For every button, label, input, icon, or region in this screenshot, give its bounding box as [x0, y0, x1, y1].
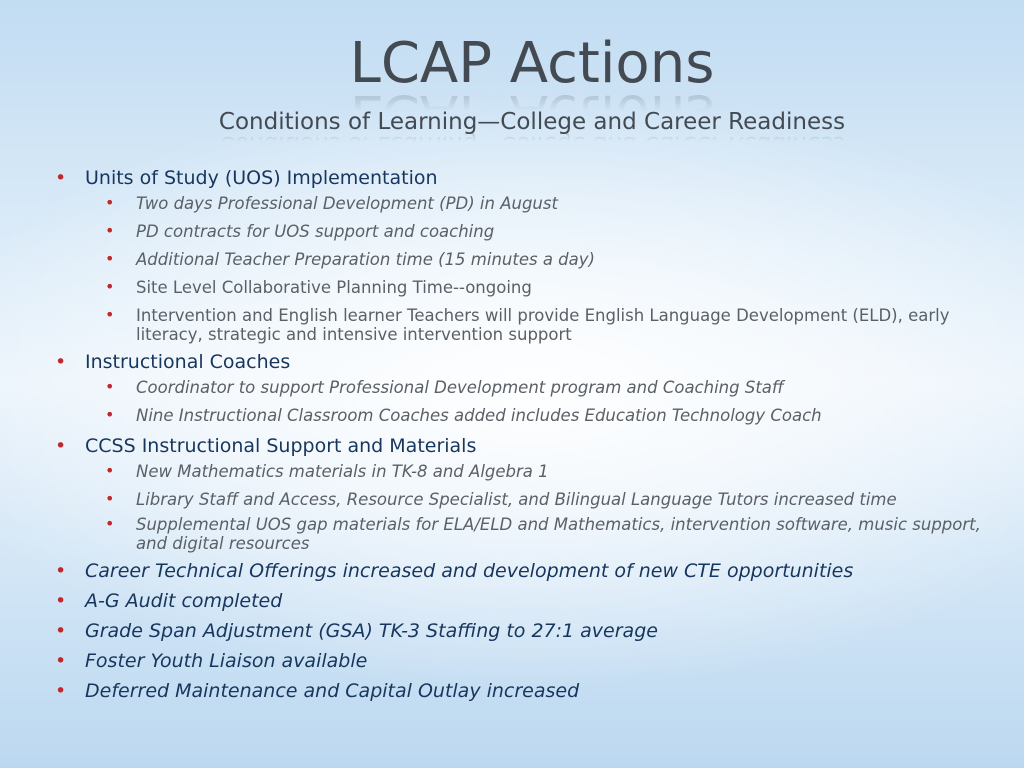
sub-bullet-item: • Nine Instructional Classroom Coaches added includes Education Technology Coach [50, 406, 1000, 425]
sub-bullet-item: • Site Level Collaborative Planning Time--ongoing [50, 278, 1000, 297]
title-block [0, 32, 1024, 136]
sub-bullet-item: • Additional Teacher Preparation time (15 minutes a day) [50, 250, 1000, 269]
sub-bullet-item: • Library Staff and Access, Resource Specialist, and Bilingual Language Tutors increased time [50, 490, 1000, 509]
bullet-item: • Foster Youth Liaison available [50, 649, 1000, 674]
bullet-item: • Units of Study (UOS) Implementation [50, 166, 1000, 191]
bullet-item: • Career Technical Offerings increased and development of new CTE opportunities [50, 559, 1000, 584]
sub-bullet-list [50, 194, 1000, 344]
sub-bullet-list [50, 462, 1000, 553]
sub-bullet-item: • Intervention and English learner Teachers will provide English Language Development (ELD), early literacy, strategic and intensive intervention support [50, 306, 1000, 344]
sub-bullet-item: • Two days Professional Development (PD) in August [50, 194, 1000, 213]
sub-bullet-item: • New Mathematics materials in TK-8 and Algebra 1 [50, 462, 1000, 481]
bullet-list [50, 166, 1000, 704]
bullet-item: • CCSS Instructional Support and Materials [50, 434, 1000, 459]
sub-bullet-item: • Coordinator to support Professional Development program and Coaching Staff [50, 378, 1000, 397]
slide-subtitle: Conditions of Learning—College and Career Readiness [218, 109, 846, 135]
bullet-content [50, 162, 1000, 706]
bullet-item: • A-G Audit completed [50, 589, 1000, 614]
sub-bullet-item: • Supplemental UOS gap materials for ELA/ELD and Mathematics, intervention software, music support, and digital resources [50, 515, 1000, 553]
slide-title: LCAP Actions [349, 31, 715, 96]
sub-bullet-item: • PD contracts for UOS support and coaching [50, 222, 1000, 241]
sub-bullet-list [50, 378, 1000, 425]
bullet-item: • Deferred Maintenance and Capital Outlay increased [50, 679, 1000, 704]
bullet-item: • Grade Span Adjustment (GSA) TK-3 Staffing to 27:1 average [50, 619, 1000, 644]
bullet-item: • Instructional Coaches [50, 350, 1000, 375]
